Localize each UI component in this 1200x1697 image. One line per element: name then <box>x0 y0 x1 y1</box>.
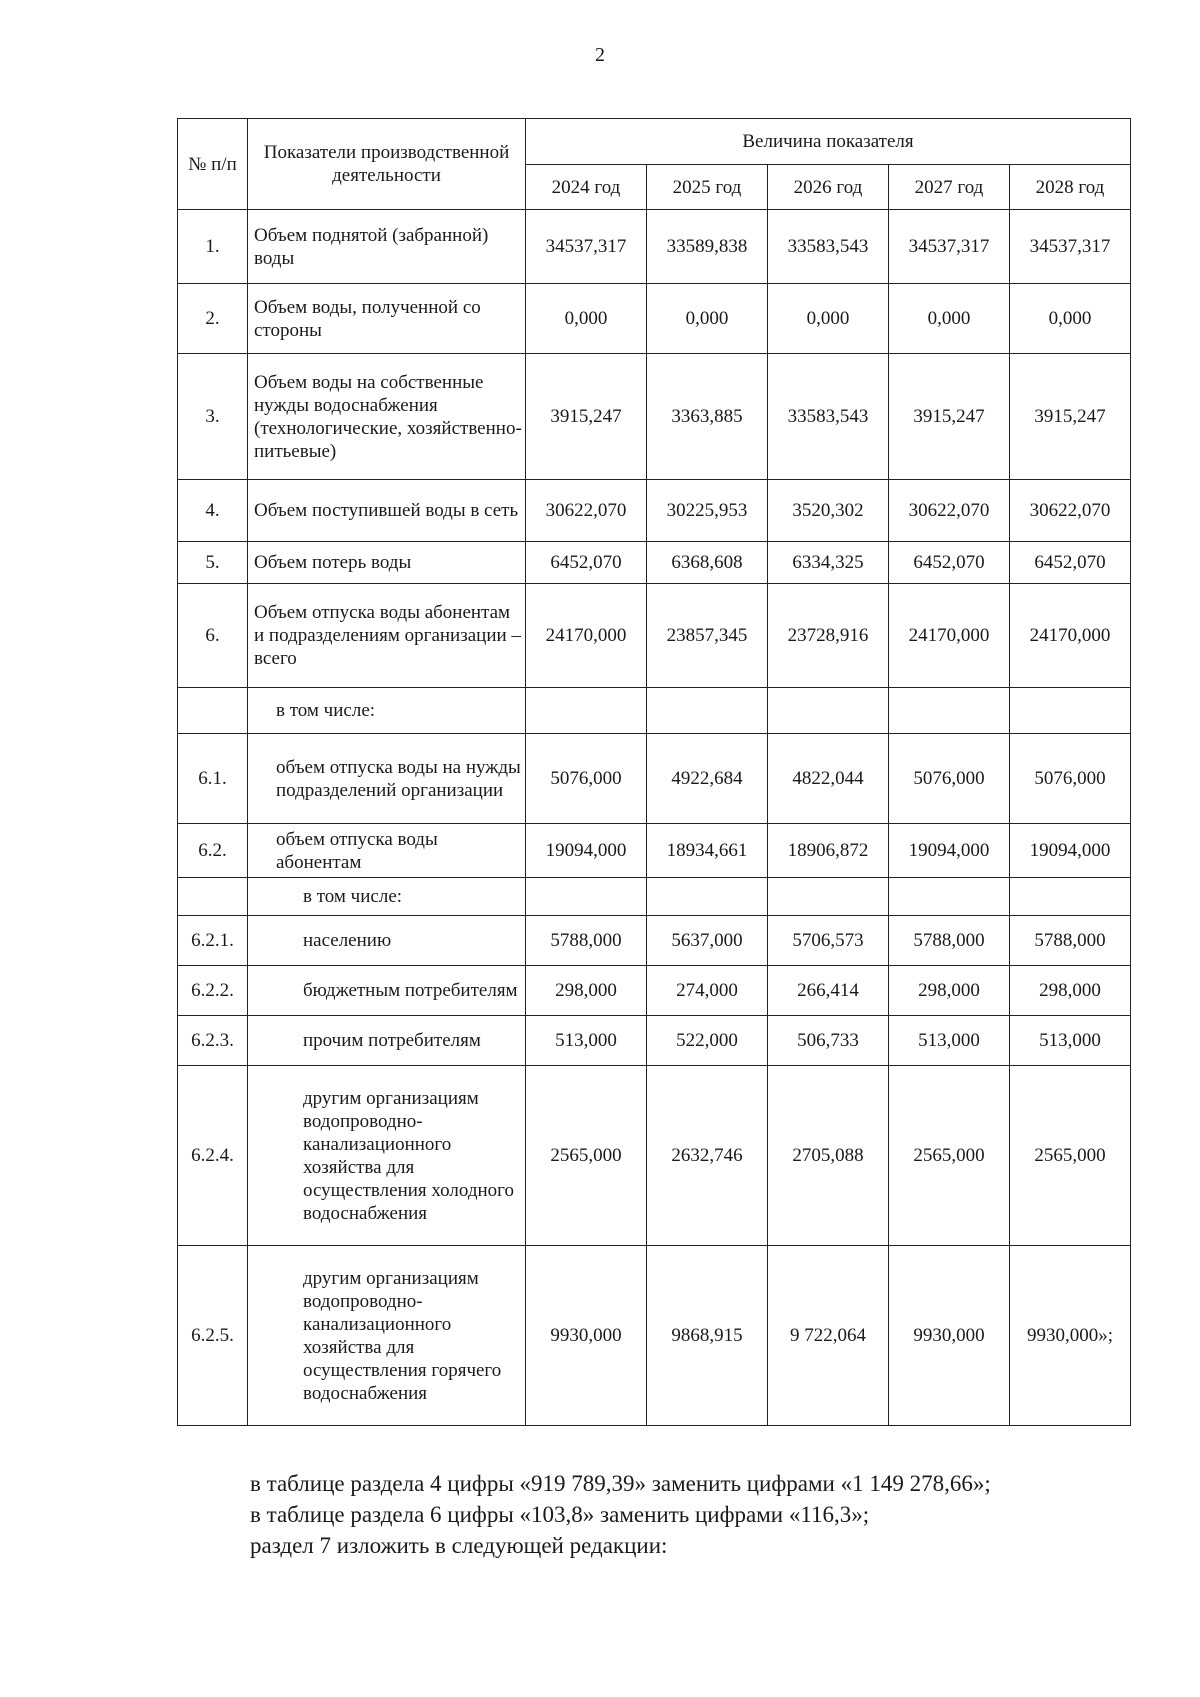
row-number <box>178 878 248 916</box>
row-value: 513,000 <box>1010 1016 1131 1066</box>
row-number: 1. <box>178 210 248 284</box>
paragraph: в таблице раздела 4 цифры «919 789,39» заменить цифрами «1 149 278,66»; <box>250 1471 991 1496</box>
header-indicator: Показатели производственной деятельности <box>248 119 526 210</box>
header-value-group: Величина показателя <box>526 119 1131 165</box>
row-number: 2. <box>178 284 248 354</box>
table-row <box>178 480 1131 542</box>
row-value: 6368,608 <box>647 542 768 584</box>
row-name: Объем воды на собственные нужды водоснабжения (технологические, хозяйственно-питьевые) <box>248 354 526 480</box>
row-value: 23728,916 <box>768 584 889 688</box>
row-value: 30225,953 <box>647 480 768 542</box>
row-value: 5076,000 <box>1010 734 1131 824</box>
row-value: 19094,000 <box>526 824 647 878</box>
row-value: 513,000 <box>526 1016 647 1066</box>
row-number: 6.2.4. <box>178 1066 248 1246</box>
row-value: 3915,247 <box>1010 354 1131 480</box>
table-row <box>178 210 1131 284</box>
table-row <box>178 688 1131 734</box>
row-value: 0,000 <box>768 284 889 354</box>
table-row <box>178 824 1131 878</box>
table-row <box>178 1246 1131 1426</box>
table-row <box>178 916 1131 966</box>
row-value <box>768 688 889 734</box>
row-value: 6452,070 <box>1010 542 1131 584</box>
row-value: 4922,684 <box>647 734 768 824</box>
row-value: 2565,000 <box>526 1066 647 1246</box>
row-value: 30622,070 <box>526 480 647 542</box>
table-row <box>178 354 1131 480</box>
row-value: 33589,838 <box>647 210 768 284</box>
row-number: 6.2.2. <box>178 966 248 1016</box>
row-value: 0,000 <box>889 284 1010 354</box>
row-value: 34537,317 <box>889 210 1010 284</box>
row-value: 5788,000 <box>526 916 647 966</box>
table-row <box>178 584 1131 688</box>
table-row <box>178 1066 1131 1246</box>
row-number: 6. <box>178 584 248 688</box>
row-value: 298,000 <box>1010 966 1131 1016</box>
row-name: Объем поступившей воды в сеть <box>248 480 526 542</box>
page-number: 2 <box>595 44 605 66</box>
row-number: 5. <box>178 542 248 584</box>
row-value: 4822,044 <box>768 734 889 824</box>
row-value <box>889 878 1010 916</box>
row-value: 3915,247 <box>889 354 1010 480</box>
row-value: 19094,000 <box>889 824 1010 878</box>
row-value: 0,000 <box>1010 284 1131 354</box>
row-value: 9930,000»; <box>1010 1246 1131 1426</box>
row-name: Объем потерь воды <box>248 542 526 584</box>
header-year: 2026 год <box>768 165 889 210</box>
row-number <box>178 688 248 734</box>
row-value: 298,000 <box>526 966 647 1016</box>
row-value: 5706,573 <box>768 916 889 966</box>
row-name: в том числе: <box>248 688 526 734</box>
row-value: 9868,915 <box>647 1246 768 1426</box>
row-value <box>889 688 1010 734</box>
table-row <box>178 284 1131 354</box>
row-value: 18906,872 <box>768 824 889 878</box>
row-value: 266,414 <box>768 966 889 1016</box>
row-name: бюджетным потребителям <box>248 966 526 1016</box>
row-value <box>768 878 889 916</box>
row-value <box>526 688 647 734</box>
row-value: 5076,000 <box>889 734 1010 824</box>
row-value: 513,000 <box>889 1016 1010 1066</box>
row-value: 298,000 <box>889 966 1010 1016</box>
row-value: 5788,000 <box>1010 916 1131 966</box>
row-value: 2705,088 <box>768 1066 889 1246</box>
row-value: 3915,247 <box>526 354 647 480</box>
row-number: 3. <box>178 354 248 480</box>
table-row <box>178 878 1131 916</box>
table-row <box>178 734 1131 824</box>
indicators-table <box>177 118 1131 1426</box>
row-value: 30622,070 <box>1010 480 1131 542</box>
header-year: 2024 год <box>526 165 647 210</box>
row-value: 522,000 <box>647 1016 768 1066</box>
row-value: 5076,000 <box>526 734 647 824</box>
row-value: 3363,885 <box>647 354 768 480</box>
row-value <box>1010 688 1131 734</box>
amendment-text <box>250 1468 1130 1561</box>
row-value: 34537,317 <box>1010 210 1131 284</box>
row-value: 9930,000 <box>889 1246 1010 1426</box>
row-value: 274,000 <box>647 966 768 1016</box>
row-name: объем отпуска воды на нужды подразделений организации <box>248 734 526 824</box>
table-row <box>178 542 1131 584</box>
row-value: 18934,661 <box>647 824 768 878</box>
row-value: 34537,317 <box>526 210 647 284</box>
row-name: населению <box>248 916 526 966</box>
row-value: 9930,000 <box>526 1246 647 1426</box>
row-number: 6.2. <box>178 824 248 878</box>
row-name: объем отпуска воды абонентам <box>248 824 526 878</box>
header-number: № п/п <box>178 119 248 210</box>
row-value: 9 722,064 <box>768 1246 889 1426</box>
row-value: 6452,070 <box>889 542 1010 584</box>
row-value <box>647 878 768 916</box>
paragraph: раздел 7 изложить в следующей редакции: <box>250 1533 668 1558</box>
header-year: 2025 год <box>647 165 768 210</box>
row-name: Объем воды, полученной со стороны <box>248 284 526 354</box>
row-value: 2565,000 <box>889 1066 1010 1246</box>
row-name: прочим потребителям <box>248 1016 526 1066</box>
row-value: 24170,000 <box>889 584 1010 688</box>
row-value: 0,000 <box>647 284 768 354</box>
row-value: 5788,000 <box>889 916 1010 966</box>
row-value: 5637,000 <box>647 916 768 966</box>
row-value: 24170,000 <box>1010 584 1131 688</box>
row-value: 33583,543 <box>768 210 889 284</box>
table-row <box>178 1016 1131 1066</box>
row-value <box>1010 878 1131 916</box>
row-value: 30622,070 <box>889 480 1010 542</box>
row-value: 2565,000 <box>1010 1066 1131 1246</box>
row-name: Объем поднятой (забранной) воды <box>248 210 526 284</box>
row-value: 19094,000 <box>1010 824 1131 878</box>
row-value: 2632,746 <box>647 1066 768 1246</box>
row-value: 23857,345 <box>647 584 768 688</box>
row-value: 506,733 <box>768 1016 889 1066</box>
row-name: другим организациям водопроводно-канализационного хозяйства для осуществления горячего водоснабжения <box>248 1246 526 1426</box>
row-value <box>647 688 768 734</box>
row-value: 3520,302 <box>768 480 889 542</box>
row-value <box>526 878 647 916</box>
row-value: 6452,070 <box>526 542 647 584</box>
row-name: другим организациям водопроводно-канализационного хозяйства для осуществления холодного водоснабжения <box>248 1066 526 1246</box>
header-year: 2027 год <box>889 165 1010 210</box>
row-number: 6.1. <box>178 734 248 824</box>
row-number: 6.2.3. <box>178 1016 248 1066</box>
paragraph: в таблице раздела 6 цифры «103,8» заменить цифрами «116,3»; <box>250 1502 870 1527</box>
row-value: 33583,543 <box>768 354 889 480</box>
row-number: 4. <box>178 480 248 542</box>
row-value: 24170,000 <box>526 584 647 688</box>
row-name: в том числе: <box>248 878 526 916</box>
row-number: 6.2.1. <box>178 916 248 966</box>
row-number: 6.2.5. <box>178 1246 248 1426</box>
row-value: 6334,325 <box>768 542 889 584</box>
table-row <box>178 966 1131 1016</box>
row-value: 0,000 <box>526 284 647 354</box>
header-year: 2028 год <box>1010 165 1131 210</box>
row-name: Объем отпуска воды абонентам и подразделениям организации – всего <box>248 584 526 688</box>
